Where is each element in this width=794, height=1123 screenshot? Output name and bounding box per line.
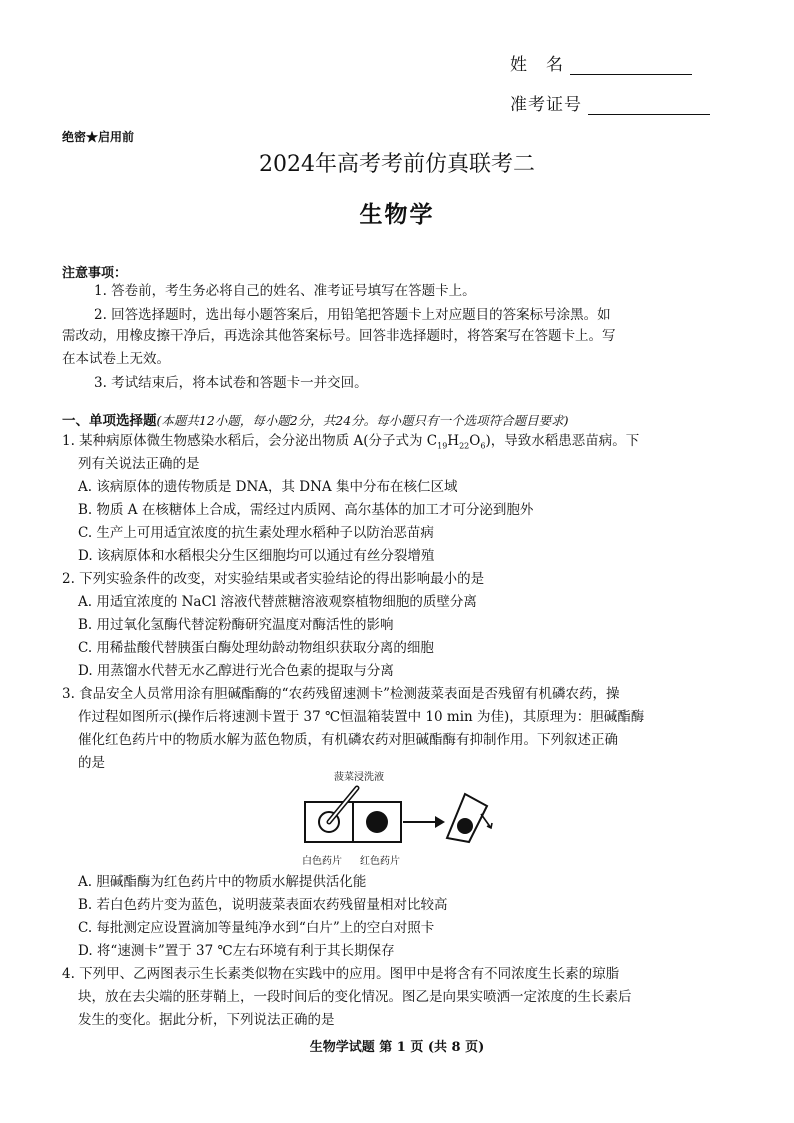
formula-sub: 6 — [480, 441, 486, 451]
q3-option-b: B. 若白色药片变为蓝色，说明菠菜表面农药残留量相对比较高 — [78, 897, 448, 913]
figure-label-red: 红色药片 — [360, 856, 400, 867]
test-card — [305, 802, 401, 842]
notice-line: 在本试卷上无效。 — [62, 351, 170, 367]
q1-option-c: C. 生产上可用适宜浓度的抗生素处理水稻种子以防治恶苗病 — [78, 525, 434, 541]
q3-stem-line: 的是 — [78, 755, 105, 771]
section-note: (本题共12小题，每小题2分，共24分。每小题只有一个选项符合题目要求) — [156, 413, 569, 428]
q4-stem-line: 4. 下列甲、乙两图表示生长素类似物在实践中的应用。图甲中是将含有不同浓度生长素的琼脂 — [62, 966, 620, 982]
notice-line: 需改动，用橡皮擦干净后，再选涂其他答案标号。回答非选择题时，将答案写在答题卡上。写 — [62, 328, 616, 344]
q4-stem-line: 发生的变化。据此分析，下列说法正确的是 — [78, 1012, 335, 1028]
q2-option-c: C. 用稀盐酸代替胰蛋白酶处理幼龄动物组织获取分离的细胞 — [78, 640, 434, 656]
exam-title: 2024年高考考前仿真联考二 — [259, 152, 535, 177]
name-label: 姓 名 — [510, 55, 564, 75]
section-heading — [62, 409, 569, 429]
q1-option-d: D. 该病原体和水稻根尖分生区细胞均可以通过有丝分裂增殖 — [78, 548, 435, 564]
exam-id-blank — [588, 96, 710, 115]
notice-line: 3. 考试结束后，将本试卷和答题卡一并交回。 — [94, 375, 368, 391]
q2-option-b: B. 用过氧化氢酶代替淀粉酶研究温度对酶活性的影响 — [78, 617, 394, 633]
q4-stem-line: 块，放在去尖端的胚芽鞘上，一段时间后的变化情况。图乙是向果实喷洒一定浓度的生长素后 — [78, 989, 632, 1005]
name-field — [510, 50, 692, 75]
exam-id-field — [510, 90, 710, 115]
notice-line: 1. 答卷前，考生务必将自己的姓名、准考证号填写在答题卡上。 — [94, 283, 476, 299]
subject-title: 生物学 — [359, 201, 435, 228]
q1-stem-line2: 列有关说法正确的是 — [78, 456, 200, 472]
q3-option-c: C. 每批测定应设置滴加等量纯净水到“白片”上的空白对照卡 — [78, 920, 435, 936]
folded-card-icon — [447, 794, 492, 842]
q1-option-a: A. 该病原体的遗传物质是 DNA，其 DNA 集中分布在核仁区域 — [78, 479, 458, 495]
figure-label-wash: 菠菜浸洗液 — [334, 772, 384, 783]
q3-stem-line: 3. 食品安全人员常用涂有胆碱酯酶的“农药残留速测卡”检测菠菜表面是否残留有机磷农药，操 — [62, 686, 620, 702]
formula-part: H — [447, 433, 460, 449]
q3-stem-line: 催化红色药片中的物质水解为蓝色物质，有机磷农药对胆碱酯酶有抑制作用。下列叙述正确 — [78, 732, 618, 748]
confidential-mark: 绝密★启用前 — [62, 130, 135, 144]
q1-stem-part: )，导致水稻患恶苗病。下 — [485, 433, 640, 449]
test-card-figure — [295, 780, 505, 850]
formula-part: O — [469, 433, 481, 449]
arrow-icon — [403, 816, 445, 828]
exam-id-label: 准考证号 — [510, 95, 582, 115]
name-blank — [570, 56, 692, 75]
notice-heading: 注意事项： — [62, 266, 128, 281]
section-title: 一、单项选择题 — [62, 413, 157, 429]
q3-option-a: A. 胆碱酯酶为红色药片中的物质水解提供活化能 — [78, 874, 367, 890]
q3-stem-line: 作过程如图所示(操作后将速测卡置于 37 ℃恒温箱装置中 10 min 为佳)，其原理为：胆碱酯酶 — [78, 709, 645, 725]
q1-option-b: B. 物质 A 在核糖体上合成，需经过内质网、高尔基体的加工才可分泌到胞外 — [78, 502, 534, 518]
q2-option-a: A. 用适宜浓度的 NaCl 溶液代替蔗糖溶液观察植物细胞的质壁分离 — [78, 594, 477, 610]
q3-option-d: D. 将“速测卡”置于 37 ℃左右环境有利于其长期保存 — [78, 943, 395, 959]
q1-stem — [62, 431, 639, 457]
q1-stem-part: 1. 某种病原体微生物感染水稻后，会分泌出物质 A(分子式为 C — [62, 433, 438, 449]
red-tablet — [366, 811, 388, 833]
formula-sub: 22 — [459, 441, 470, 451]
q2-stem: 2. 下列实验条件的改变，对实验结果或者实验结论的得出影响最小的是 — [62, 571, 485, 587]
figure-label-white: 白色药片 — [302, 856, 342, 867]
notice-line: 2. 回答选择题时，选出每小题答案后，用铅笔把答题卡上对应题目的答案标号涂黑。如 — [94, 307, 611, 323]
q2-option-d: D. 用蒸馏水代替无水乙醇进行光合色素的提取与分离 — [78, 663, 394, 679]
formula-sub: 19 — [437, 441, 448, 451]
page-footer: 生物学试题 第 1 页 (共 8 页) — [309, 1040, 485, 1055]
